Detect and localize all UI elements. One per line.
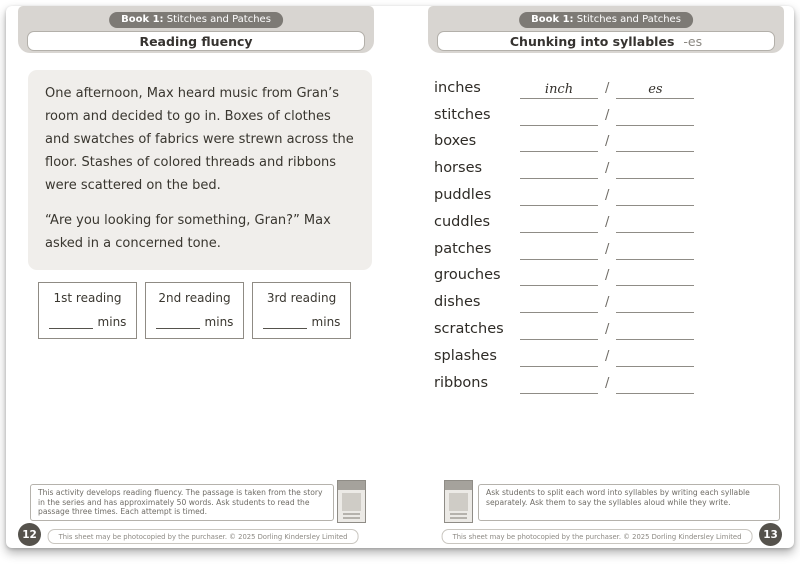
word-row (434, 179, 694, 206)
slash-separator: / (605, 187, 610, 203)
word-row (434, 286, 694, 313)
syllable-exercise-list (434, 72, 694, 394)
minutes-blank[interactable] (156, 316, 200, 329)
slash-separator: / (605, 80, 610, 96)
word-label: ribbons (434, 374, 489, 391)
mins-label: mins (204, 315, 234, 329)
syllable-blank-2[interactable] (616, 157, 694, 179)
slash-separator: / (605, 321, 610, 337)
word-label: grouches (434, 267, 501, 284)
word-label: cuddles (434, 213, 491, 230)
reading-box-time (263, 315, 341, 329)
syllable-blank-2[interactable] (616, 77, 694, 99)
syllable-blank-1[interactable] (520, 184, 598, 206)
syllable-blank-1[interactable] (520, 130, 598, 152)
syllable-blank-2[interactable] (616, 372, 694, 394)
passage-paragraph-1: One afternoon, Max heard music from Gran’s room and decided to go in. Boxes of clothes and swatches of fabrics were strewn across the floor. Stashes of colored threads and ribbons were scattered on the bed. (45, 86, 354, 193)
syllable-blank-1[interactable] (520, 318, 598, 340)
slash-separator: / (605, 268, 610, 284)
syllable-blank-1[interactable] (520, 77, 598, 99)
reading-box-label: 2nd reading (158, 291, 231, 305)
reading-box-3 (252, 282, 351, 339)
reading-timer-boxes (38, 282, 351, 339)
slash-separator: / (605, 348, 610, 364)
badge-book-label: Book 1: (121, 14, 164, 25)
word-label: splashes (434, 347, 497, 364)
badge-series-label: Stitches and Patches (573, 14, 681, 25)
syllable-blank-1[interactable] (520, 264, 598, 286)
syllable-blank-2[interactable] (616, 238, 694, 260)
suffix-label: -es (683, 33, 703, 49)
word-row (434, 340, 694, 367)
reading-box-2 (145, 282, 244, 339)
syllable-blank-2[interactable] (616, 130, 694, 152)
thumbnail-illustration (342, 493, 361, 511)
slash-separator: / (605, 107, 610, 123)
word-label: patches (434, 240, 492, 257)
book-badge (519, 12, 693, 28)
reading-box-time (156, 315, 234, 329)
copyright-footer: This sheet may be photocopied by the purchaser. © 2025 Dorling Kindersley Limited (48, 529, 359, 544)
thumbnail-text-line (450, 517, 467, 519)
syllable-blank-1[interactable] (520, 157, 598, 179)
reading-box-label: 3rd reading (266, 291, 337, 305)
word-label: inches (434, 79, 481, 96)
right-title-text: Chunking into syllables (509, 33, 675, 49)
syllable-blank-2[interactable] (616, 211, 694, 233)
thumbnail-illustration (449, 493, 468, 511)
left-title-text: Reading fluency (139, 33, 253, 49)
right-page-title (437, 31, 775, 51)
word-label: scratches (434, 320, 504, 337)
left-page-title (27, 31, 365, 51)
book-badge (109, 12, 283, 28)
badge-series-label: Stitches and Patches (163, 14, 271, 25)
handwritten-syllable-2: es (648, 81, 663, 97)
copyright-footer: This sheet may be photocopied by the purchaser. © 2025 Dorling Kindersley Limited (442, 529, 753, 544)
workbook-spread (6, 6, 794, 548)
page-number-13: 13 (759, 523, 782, 546)
teacher-note: This activity develops reading fluency. The passage is taken from the story in the series and has approximately 50 words. Ask students to read the passage three times. Each attempt is timed. (30, 484, 334, 521)
page-number-12: 12 (18, 523, 41, 546)
syllable-blank-1[interactable] (520, 238, 598, 260)
slash-separator: / (605, 214, 610, 230)
minutes-blank[interactable] (49, 316, 93, 329)
slash-separator: / (605, 375, 610, 391)
word-row (434, 313, 694, 340)
syllable-blank-2[interactable] (616, 345, 694, 367)
left-page (6, 6, 400, 548)
syllable-blank-2[interactable] (616, 104, 694, 126)
word-label: stitches (434, 106, 491, 123)
syllable-blank-2[interactable] (616, 318, 694, 340)
syllable-blank-2[interactable] (616, 291, 694, 313)
teacher-note: Ask students to split each word into syllables by writing each syllable separately. Ask them to say the syllables aloud while they write. (478, 484, 780, 521)
mins-label: mins (311, 315, 341, 329)
word-row (434, 72, 694, 99)
book-cover-thumbnail (337, 480, 366, 523)
word-row (434, 99, 694, 126)
word-label: boxes (434, 133, 477, 150)
badge-book-label: Book 1: (531, 14, 574, 25)
thumbnail-text-line (450, 513, 467, 515)
word-label: horses (434, 160, 483, 177)
syllable-blank-1[interactable] (520, 211, 598, 233)
word-row (434, 233, 694, 260)
slash-separator: / (605, 134, 610, 150)
reading-box-label: 1st reading (53, 291, 122, 305)
word-row (434, 152, 694, 179)
syllable-blank-1[interactable] (520, 291, 598, 313)
word-row (434, 367, 694, 394)
word-label: puddles (434, 186, 492, 203)
handwritten-syllable-1: inch (544, 81, 574, 97)
thumbnail-text-line (343, 517, 360, 519)
right-header-band (428, 6, 784, 53)
passage-paragraph-2: “Are you looking for something, Gran?” Max asked in a concerned tone. (45, 213, 331, 251)
word-label: dishes (434, 294, 481, 311)
word-row (434, 206, 694, 233)
slash-separator: / (605, 241, 610, 257)
thumbnail-title-band (445, 481, 472, 490)
thumbnail-title-band (338, 481, 365, 490)
word-row (434, 126, 694, 153)
book-cover-thumbnail (444, 480, 473, 523)
syllable-blank-2[interactable] (616, 184, 694, 206)
mins-label: mins (97, 315, 127, 329)
word-row (434, 260, 694, 287)
syllable-blank-2[interactable] (616, 264, 694, 286)
reading-box-1 (38, 282, 137, 339)
slash-separator: / (605, 295, 610, 311)
right-page (400, 6, 794, 548)
thumbnail-text-line (343, 513, 360, 515)
slash-separator: / (605, 161, 610, 177)
syllable-blank-1[interactable] (520, 104, 598, 126)
left-header-band (18, 6, 374, 53)
syllable-blank-1[interactable] (520, 345, 598, 367)
reading-box-time (49, 315, 127, 329)
syllable-blank-1[interactable] (520, 372, 598, 394)
reading-passage (28, 70, 372, 270)
minutes-blank[interactable] (263, 316, 307, 329)
